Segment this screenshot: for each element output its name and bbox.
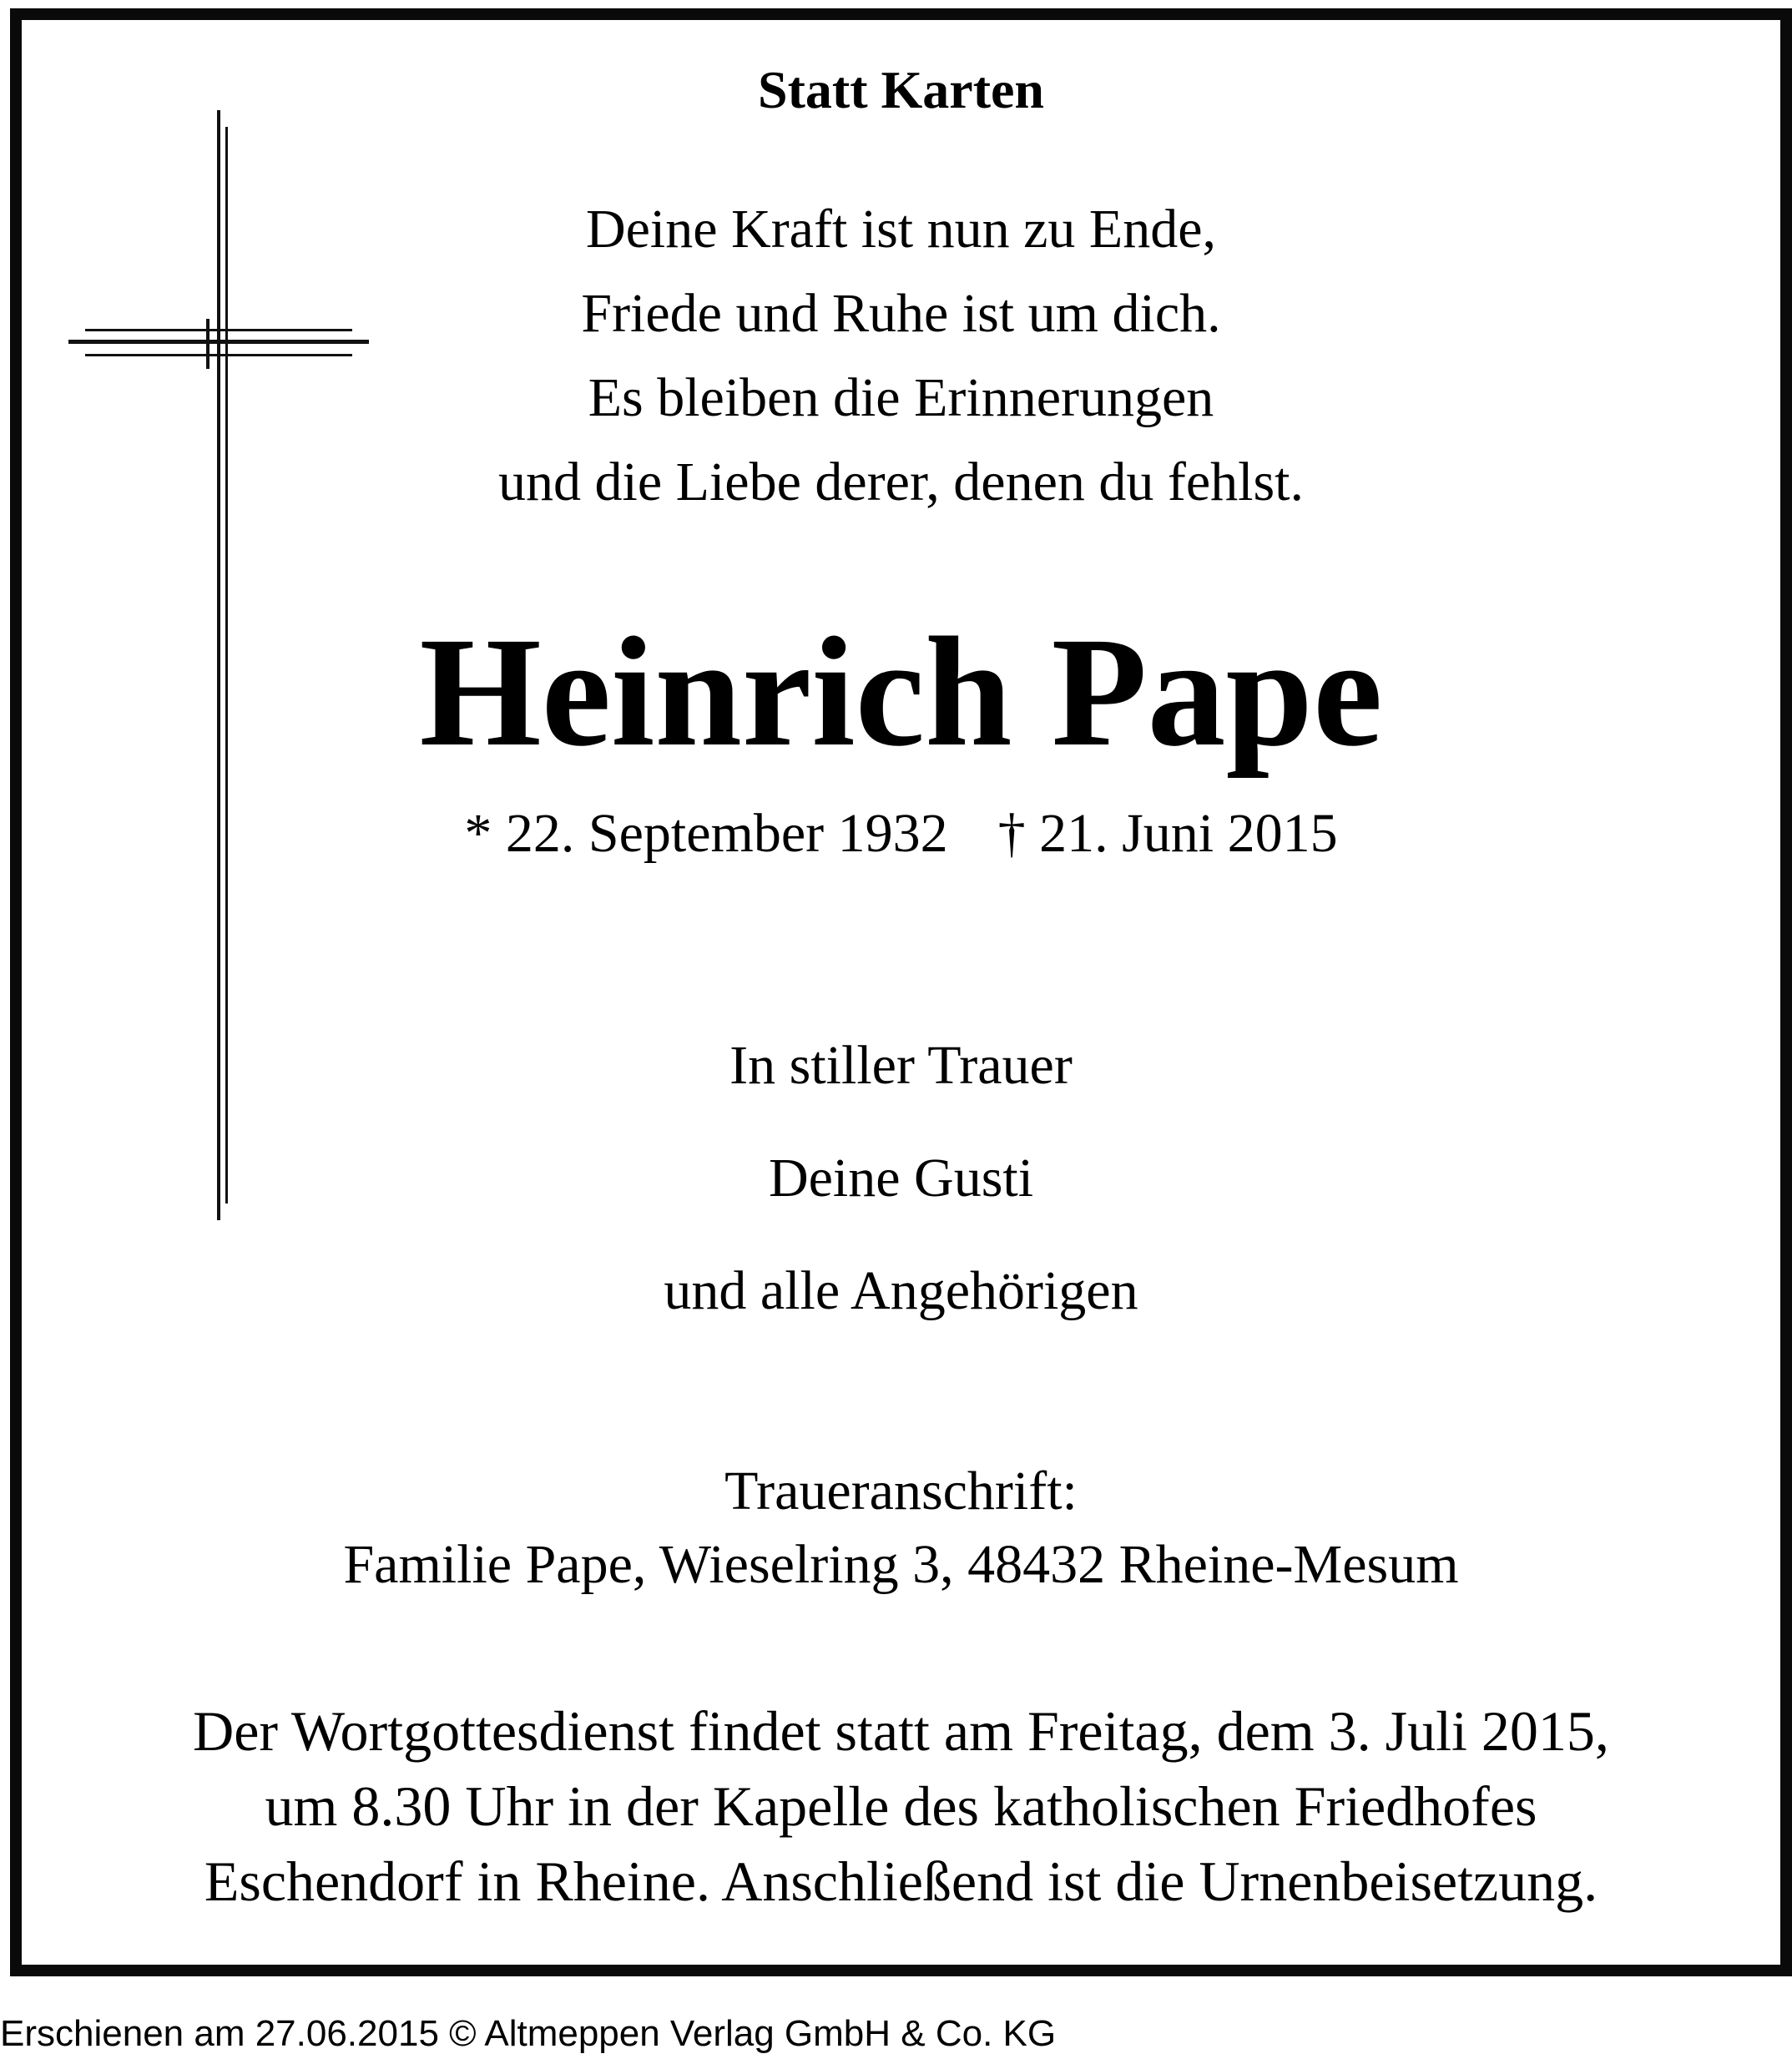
- poem-line: Deine Kraft ist nun zu Ende,: [585, 199, 1217, 260]
- service-line: Eschendorf in Rheine. Anschließend ist die Urnenbeisetzung.: [204, 1849, 1598, 1913]
- header-statt-karten: Statt Karten: [757, 60, 1045, 119]
- mourners-line: und alle Angehörigen: [664, 1260, 1138, 1321]
- service-line: Der Wortgottesdienst findet statt am Freitag, dem 3. Juli 2015,: [193, 1699, 1609, 1763]
- address-label: Traueranschrift:: [724, 1461, 1078, 1521]
- mourning-address: Familie Pape, Wieselring 3, 48432 Rheine-Mesum: [343, 1534, 1459, 1595]
- birth-date: * 22. September 1932: [464, 803, 948, 864]
- obituary-content: [22, 20, 1780, 1965]
- life-dates: [22, 802, 1780, 865]
- poem-line: Es bleiben die Erinnerungen: [588, 367, 1214, 428]
- service-info: [22, 1693, 1780, 1919]
- publication-footer: Erschienen am 27.06.2015 © Altmeppen Verlag GmbH & Co. KG: [0, 2013, 1057, 2054]
- mourners-line: Deine Gusti: [768, 1148, 1034, 1209]
- service-line: um 8.30 Uhr in der Kapelle des katholischen Friedhofes: [265, 1774, 1537, 1838]
- poem-line: Friede und Ruhe ist um dich.: [581, 283, 1221, 344]
- poem-line: und die Liebe derer, denen du fehlst.: [498, 452, 1304, 512]
- death-date: † 21. Juni 2015: [997, 803, 1338, 864]
- poem: [22, 187, 1780, 524]
- obituary-frame: [10, 8, 1792, 1976]
- deceased-name: Heinrich Pape: [419, 604, 1383, 779]
- mourners-line: In stiller Trauer: [729, 1035, 1073, 1096]
